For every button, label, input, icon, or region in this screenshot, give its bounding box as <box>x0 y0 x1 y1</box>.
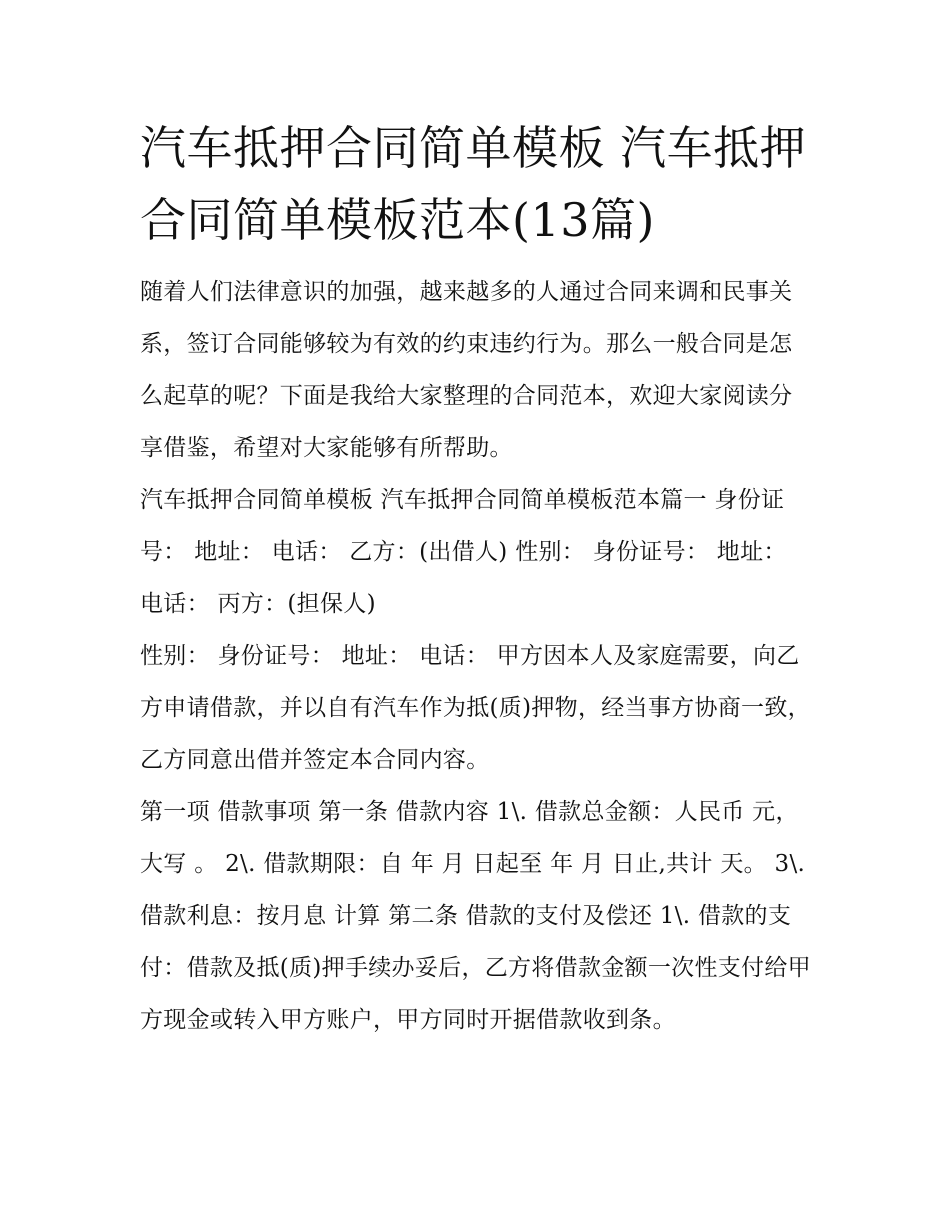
document-page <box>140 112 812 1046</box>
paragraph-parties: 汽车抵押合同简单模板 汽车抵押合同简单模板范本篇一 身份证号： 地址： 电话： 乙方：(出借人) 性别： 身份证号： 地址： 电话： 丙方：(担保人) <box>140 487 787 617</box>
paragraph-interest: 借款利息：按月息 计算 第二条 借款的支付及偿还 1\. 借款的支付：借款及抵(质)押手续办妥后，乙方将借款金额一次性支付给甲方现金或转入甲方账户，甲方同时开据借款收到条。 <box>140 903 811 1033</box>
paragraph-intro: 随着人们法律意识的加强，越来越多的人通过合同来调和民事关系，签订合同能够较为有效的约束违约行为。那么一般合同是怎么起草的呢？下面是我给大家整理的合同范本，欢迎大家阅读分享借鉴，希望对大家能够有所帮助。 <box>140 279 793 461</box>
paragraph-purpose: 性别： 身份证号： 地址： 电话： 甲方因本人及家庭需要，向乙方申请借款，并以自有汽车作为抵(质)押物，经当事方协商一致，乙方同意出借并签定本合同内容。 <box>140 643 811 773</box>
paragraph-loan-terms: 第一项 借款事项 第一条 借款内容 1\. 借款总金额：人民币 元，大写 。 2\. 借款期限：自 年 月 日起至 年 月 日止,共计 天。 3\. <box>140 799 806 877</box>
document-title: 汽车抵押合同简单模板 汽车抵押合同简单模板范本(13篇) <box>140 121 807 247</box>
